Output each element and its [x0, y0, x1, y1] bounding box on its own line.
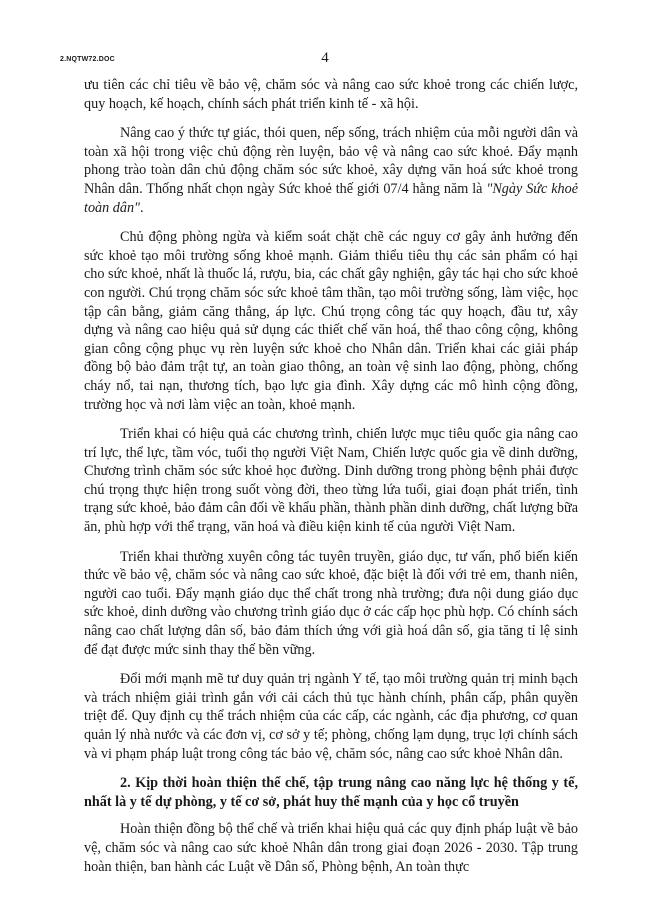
italic-tail: .	[140, 199, 144, 216]
paragraph: Hoàn thiện đồng bộ thể chế và triển khai hiệu quả các quy định pháp luật về bảo vệ, chăm sóc và nâng cao sức khoẻ Nhân dân trong giai đoạn 2026 - 2030. Tập trung hoàn thiện, ban hành các Luật về Dân số, Phòng bệnh, An toàn thực	[84, 821, 578, 875]
paragraph	[84, 124, 578, 217]
document-body	[84, 76, 578, 887]
section-heading: 2. Kịp thời hoàn thiện thể chế, tập trung nâng cao năng lực hệ thống y tế, nhất là y tế dự phòng, y tế cơ sở, phát huy thế mạnh của y học cổ truyền	[84, 775, 578, 810]
paragraph: Triển khai có hiệu quả các chương trình, chiến lược mục tiêu quốc gia nâng cao trí lực, thể lực, tầm vóc, tuổi thọ người Việt Nam, Chiến lược quốc gia về dinh dưỡng, Chương trình chăm sóc sức khoẻ học đường. Dinh dưỡng trong phòng bệnh phải được chú trọng thực hiện trong suốt vòng đời, theo từng lứa tuổi, giai đoạn phát triển, tình trạng sức khoẻ, bảo đảm cân đối về khẩu phần, thành phần dinh dưỡng, chất lượng bữa ăn, phù hợp với thể trạng, văn hoá và điều kiện kinh tế của người Việt Nam.	[84, 426, 578, 536]
paragraph: Triển khai thường xuyên công tác tuyên truyền, giáo dục, tư vấn, phổ biến kiến thức về bảo vệ, chăm sóc và nâng cao sức khoẻ, đặc biệt là đối với trẻ em, thanh niên, người cao tuổi. Đẩy mạnh giáo dục thể chất trong nhà trường; đưa nội dung giáo dục sức khoẻ, dinh dưỡng vào chương trình giáo dục ở các cấp học phù hợp. Có chính sách nâng cao chất lượng dân số, bảo đảm thích ứng với già hoá dân số, gia tăng tỉ lệ sinh để đạt được mức sinh thay thế bền vững.	[84, 548, 578, 658]
paragraph: Đổi mới mạnh mẽ tư duy quản trị ngành Y tế, tạo môi trường quản trị minh bạch và trách nhiệm giải trình gắn với cải cách thủ tục hành chính, phân cấp, phân quyền triệt để. Quy định cụ thể trách nhiệm của các cấp, các ngành, các địa phương, cơ quan quản lý nhà nước và các đơn vị, cơ sở y tế; phòng, chống lạm dụng, trục lợi chính sách và vi phạm pháp luật trong công tác bảo vệ, chăm sóc, nâng cao sức khoẻ Nhân dân.	[84, 671, 578, 762]
paragraph-continuation: ưu tiên các chỉ tiêu về bảo vệ, chăm sóc và nâng cao sức khoẻ trong các chiến lược, quy hoạch, kế hoạch, chính sách phát triển kinh tế - xã hội.	[84, 77, 578, 112]
document-id: 2.NQTW72.DOC	[60, 56, 115, 63]
italic-phrase: "Ngày Sức khoẻ toàn dân"	[84, 180, 578, 216]
paragraph: Chủ động phòng ngừa và kiểm soát chặt chẽ các nguy cơ gây ảnh hưởng đến sức khoẻ tạo môi trường sống khoẻ mạnh. Giảm thiểu tiêu thụ các sản phẩm có hại cho sức khoẻ, nhất là thuốc lá, rượu, bia, các chất gây nghiện, gây tác hại cho sức khoẻ con người. Chú trọng chăm sóc sức khoẻ tâm thần, tạo môi trường sống, làm việc, học tập cân bằng, giảm căng thẳng, áp lực. Chú trọng công tác quy hoạch, đầu tư, xây dựng và nâng cao hiệu quả sử dụng các thiết chế văn hoá, thể thao công cộng, không gian công cộng phục vụ rèn luyện sức khoẻ cho Nhân dân. Triển khai các giải pháp đồng bộ bảo đảm trật tự, an toàn giao thông, an toàn vệ sinh lao động, phòng, chống cháy nổ, tai nạn, thương tích, bạo lực gia đình. Xây dựng các mô hình cộng đồng, trường học và nơi làm việc an toàn, khoẻ mạnh.	[84, 229, 578, 413]
paragraph-text: Nâng cao ý thức tự giác, thói quen, nếp sống, trách nhiệm của mỗi người dân và toàn xã hội trong việc chủ động rèn luyện, bảo vệ và nâng cao sức khoẻ. Đẩy mạnh phong trào toàn dân chủ động chăm sóc sức khoẻ, xây dựng văn hoá sức khoẻ trong Nhân dân. Thống nhất chọn ngày Sức khoẻ thế giới 07/4 hằng năm là	[84, 125, 578, 197]
page-number: 4	[321, 50, 329, 66]
